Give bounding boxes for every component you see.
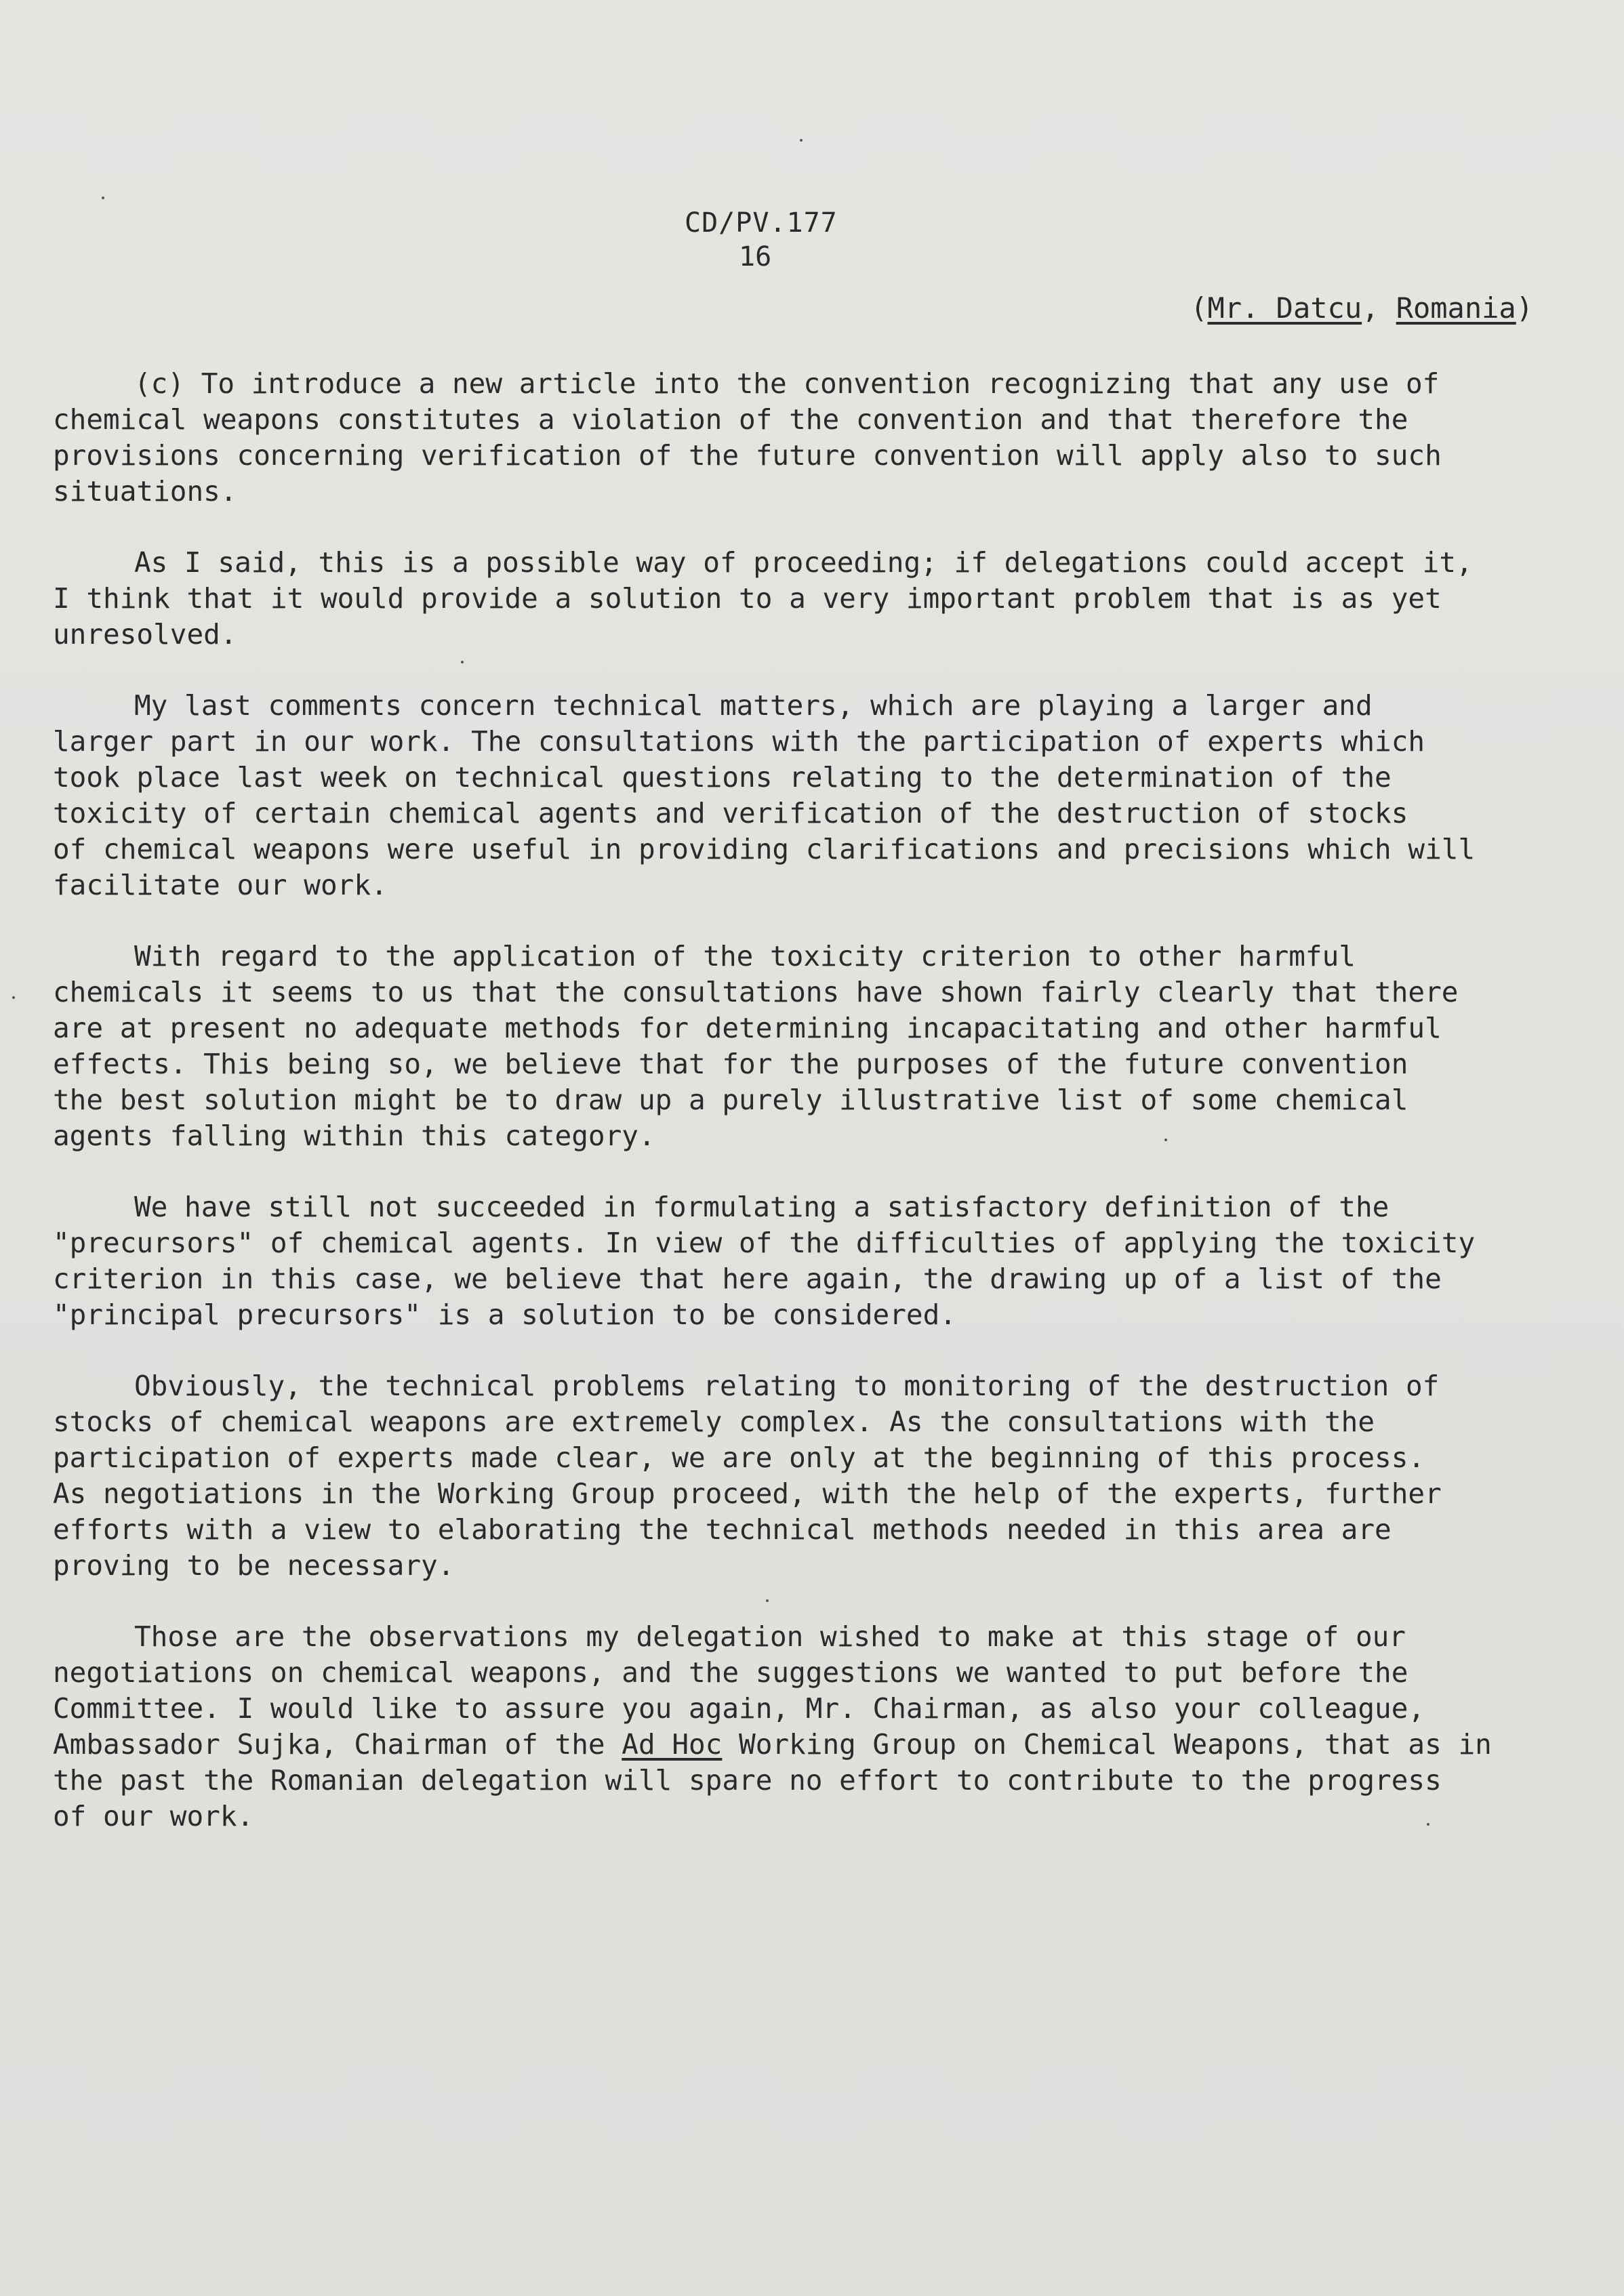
ink-speck [1164, 1139, 1167, 1141]
speaker-separator: , [1362, 291, 1396, 325]
ink-speck [1427, 1823, 1429, 1826]
paragraph-precursors: We have still not succeeded in formulating a satisfactory definition of the "precursors" of chemical agents. In view of the difficulties of applying the toxicity criterion in this case, we believe that here again, the drawing up of a list of the "principal precursors" is a solution to be considered. [53, 1191, 1476, 1331]
closing-part-1: Those are the observations my delegation wished to make at this stage of our negotiations on chemical weapons, and the suggestions we wanted to put before the Committee. I would like to assure you again, Mr. Chairman, as also your colleague, Ambassador Sujka, Chairman of the [53, 1620, 1425, 1761]
paragraph-toxicity-criterion: With regard to the application of the toxicity criterion to other harmful chemicals it seems to us that the consultations have shown fairly clearly that there are at present no adequate methods for determining incapacitating and other harmful effects. This being so, we believe that for the purposes of the future convention the best solution might be to draw up a purely illustrative list of some chemical agents falling within this category. [53, 940, 1459, 1152]
paragraph-closing [53, 1619, 1571, 1834]
document-body [53, 366, 1571, 1870]
speaker-attribution: (Mr. Datcu, Romania) [1190, 291, 1533, 325]
paragraph-c: (c) To introduce a new article into the convention recognizing that any use of chemical weapons constitutes a violation of the convention and that therefore the provisions concerning verification of the future convention will apply also to such situations. [53, 367, 1442, 508]
ad-hoc-term: Ad Hoc [622, 1728, 723, 1761]
closing-part-2: Working Group on Chemical Weapons, that as in the past the Romanian delegation will spare no effort to contribute to the progress of our work. [53, 1728, 1492, 1832]
ink-speck [102, 197, 104, 199]
bleed-through-text [1084, 285, 1101, 316]
ink-speck [766, 1599, 769, 1602]
ink-speck [12, 996, 15, 999]
paragraph-possible-way: As I said, this is a possible way of proceeding; if delegations could accept it, I think that it would provide a solution to a very important problem that is as yet unresolved. [53, 546, 1473, 651]
speaker-name: Mr. Datcu [1207, 291, 1362, 325]
paragraph-technical-problems: Obviously, the technical problems relating to monitoring of the destruction of stocks of chemical weapons are extremely complex. As the consultations with the participation of experts made clear, we are only at the beginning of this process. As negotiations in the Working Group proceed, with the help of the experts, further efforts with a view to elaborating the technical methods needed in this area are proving to be necessary. [53, 1370, 1442, 1582]
speaker-country: Romania [1396, 291, 1516, 325]
paragraph-technical-matters: My last comments concern technical matters, which are playing a larger and larger part in our work. The consultations with the participation of experts which took place last week on technical questions relating to the determination of the toxicity of certain chemical agents and verification of the destruction of stocks of chemical weapons were useful in providing clarifications and precisions which will facilitate our work. [53, 689, 1476, 901]
ink-speck [461, 661, 464, 663]
document-symbol: CD/PV.177 [685, 207, 838, 239]
page-number: 16 [739, 241, 772, 272]
ink-speck [800, 139, 803, 142]
